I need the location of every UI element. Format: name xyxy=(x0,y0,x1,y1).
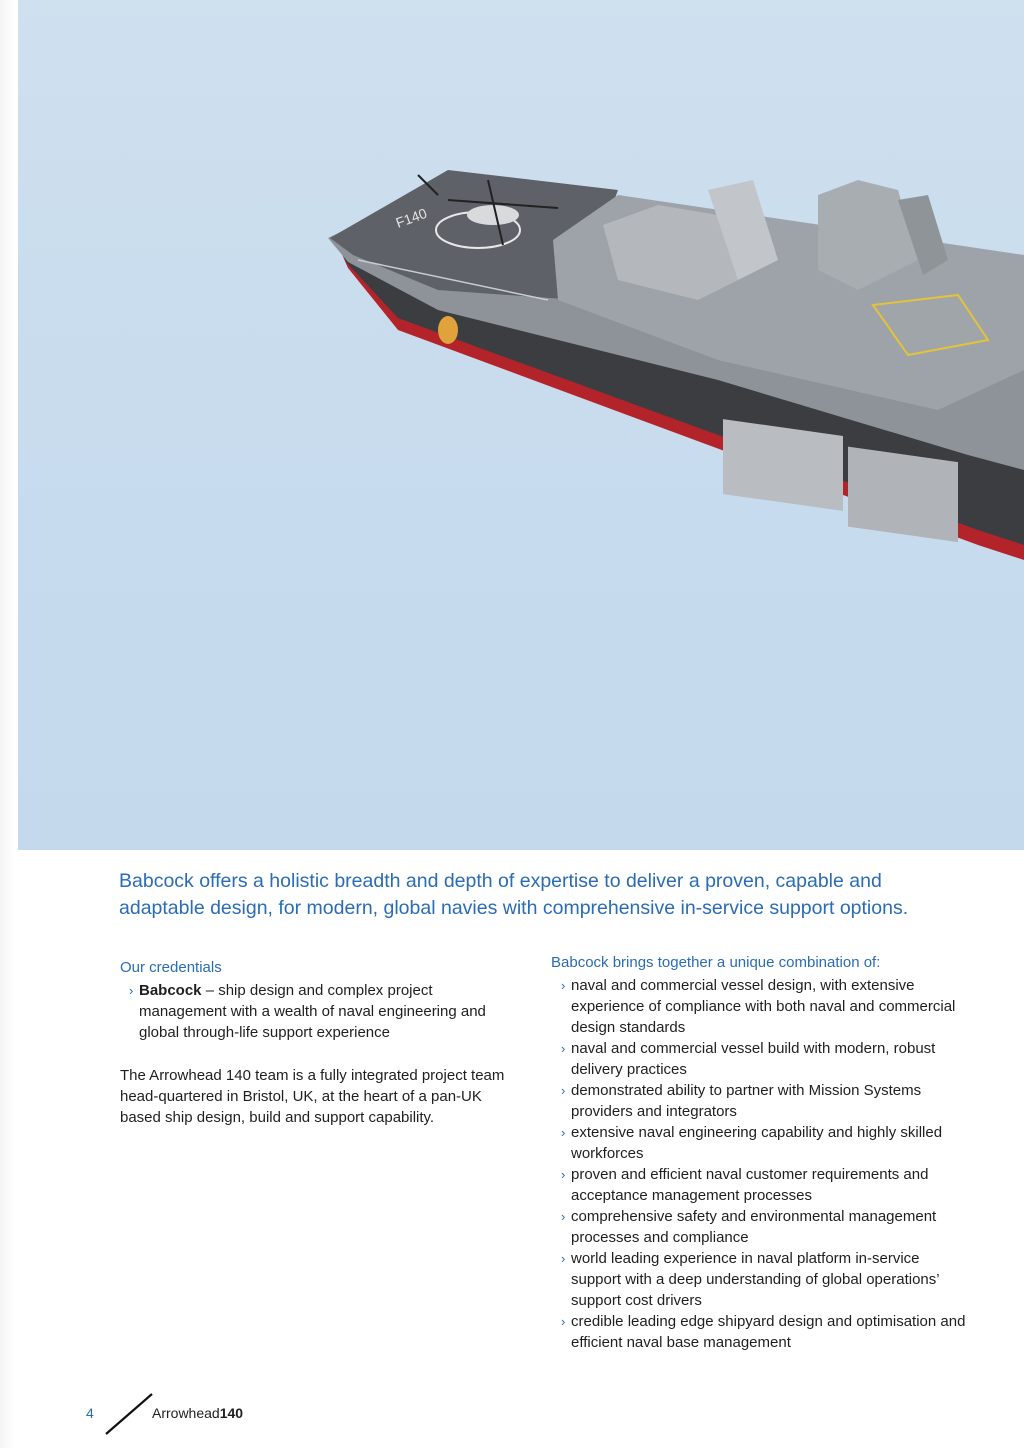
page-edge xyxy=(0,0,14,1448)
list-item xyxy=(551,1164,971,1206)
list-item-text: naval and commercial vessel design, with extensive experience of compliance with both naval and commercial design standards xyxy=(571,977,956,1036)
hero-image xyxy=(18,0,1024,850)
list-item-text: naval and commercial vessel build with modern, robust delivery practices xyxy=(571,1040,936,1078)
list-item xyxy=(551,1122,971,1164)
lead-paragraph: Babcock offers a holistic breadth and depth of expertise to deliver a proven, capable and adaptable design, for modern, global navies with comprehensive in-service support options. xyxy=(119,870,909,919)
list-item xyxy=(551,1206,971,1248)
list-item-text: demonstrated ability to partner with Mission Systems providers and integrators xyxy=(571,1082,922,1120)
list-item-text: – ship design and complex project management with a wealth of naval engineering and global through-life support experience xyxy=(139,982,486,1041)
chevron-right-icon: › xyxy=(561,1167,566,1182)
combination-column xyxy=(551,953,971,1353)
list-item xyxy=(551,1038,971,1080)
combination-heading: Babcock brings together a unique combination of: xyxy=(551,954,881,971)
chevron-right-icon: › xyxy=(561,1314,566,1329)
brand-name: Babcock xyxy=(139,982,202,999)
chevron-right-icon: › xyxy=(129,983,134,998)
list-item xyxy=(551,1080,971,1122)
list-item-text: extensive naval engineering capability and highly skilled workforces xyxy=(571,1124,943,1162)
chevron-right-icon: › xyxy=(561,1251,566,1266)
combination-list xyxy=(551,975,971,1353)
list-item xyxy=(120,980,520,1043)
hull-panel xyxy=(848,447,958,542)
list-item-text: world leading experience in naval platform in-service support with a deep understanding of global operations’ support cost drivers xyxy=(571,1250,940,1309)
slash-divider-icon xyxy=(100,1392,156,1436)
title-bold: 140 xyxy=(219,1405,244,1421)
credentials-column xyxy=(120,958,520,1128)
list-item xyxy=(551,1248,971,1311)
propeller xyxy=(438,316,458,344)
publication-title xyxy=(152,1405,243,1421)
chevron-right-icon: › xyxy=(561,1125,566,1140)
chevron-right-icon: › xyxy=(561,1083,566,1098)
title-regular: Arrowhead xyxy=(152,1405,220,1421)
list-item-text: credible leading edge shipyard design and optimisation and efficient naval base management xyxy=(571,1313,966,1351)
hull-number: F140 xyxy=(393,204,430,231)
chevron-right-icon: › xyxy=(561,1041,566,1056)
list-item xyxy=(551,1311,971,1353)
list-item-text: comprehensive safety and environmental management processes and compliance xyxy=(571,1208,937,1246)
page-number: 4 xyxy=(86,1405,94,1421)
team-paragraph: The Arrowhead 140 team is a fully integrated project team head-quartered in Bristol, UK, at the heart of a pan-UK based ship design, build and support capability. xyxy=(120,1067,505,1126)
credentials-heading: Our credentials xyxy=(120,959,222,976)
credentials-list xyxy=(120,980,520,1043)
frigate-ship-illustration xyxy=(18,0,1024,850)
page-footer xyxy=(86,1392,286,1436)
list-item xyxy=(551,975,971,1038)
chevron-right-icon: › xyxy=(561,978,566,993)
chevron-right-icon: › xyxy=(561,1209,566,1224)
list-item-text: proven and efficient naval customer requirements and acceptance management processes xyxy=(571,1166,929,1204)
